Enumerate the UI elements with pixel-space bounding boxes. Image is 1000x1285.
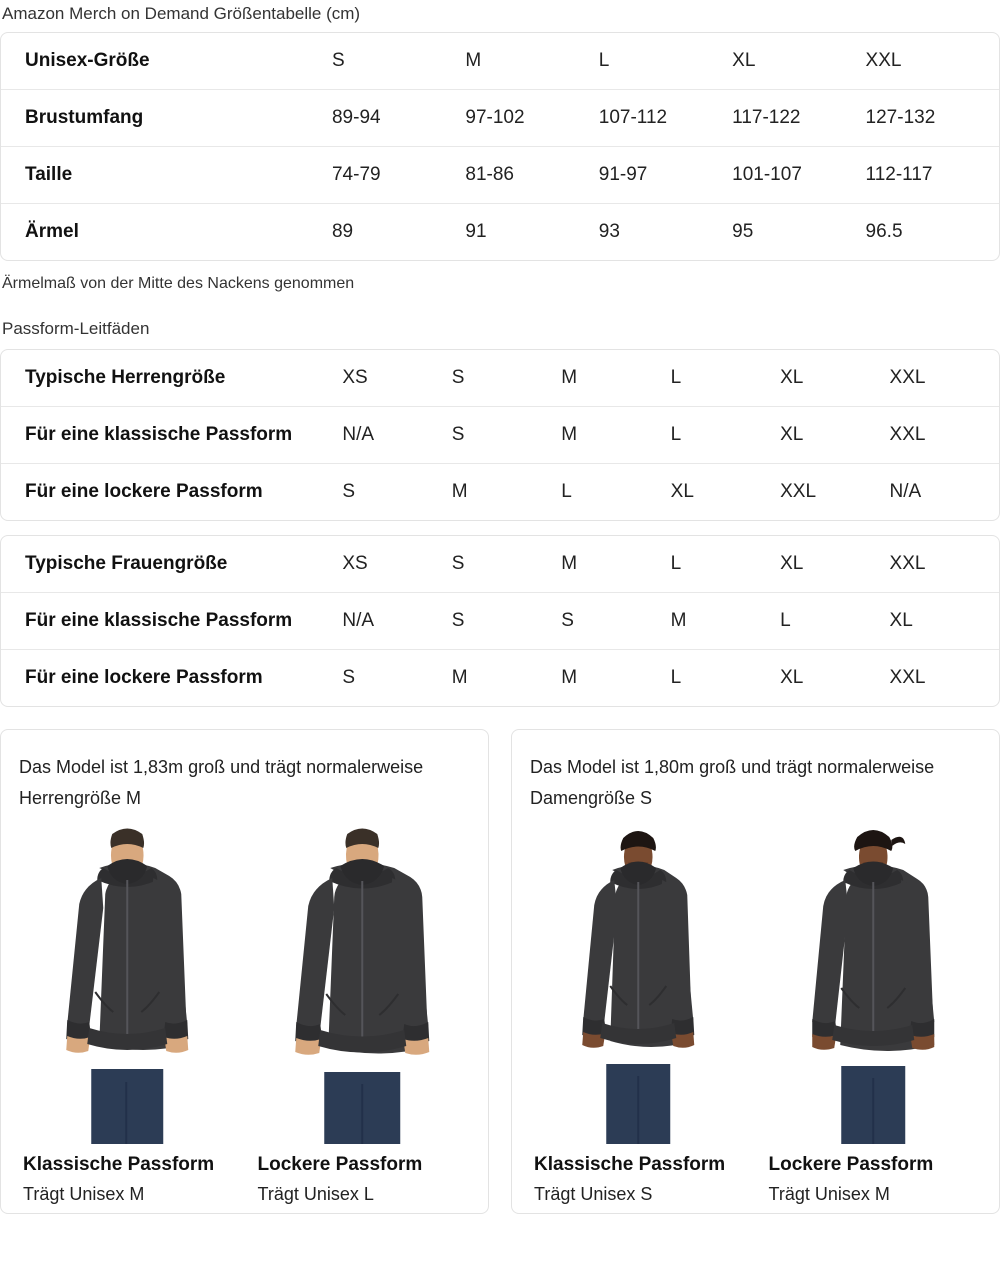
row-label-mens-typical: Typische Herrengröße <box>25 367 226 388</box>
column-header-s: S <box>331 50 345 71</box>
row-label-womens-classic: Für eine klassische Passform <box>1 593 342 650</box>
table-cell: 112-117 <box>866 147 999 204</box>
table-row <box>1 464 999 521</box>
table-cell: L <box>670 553 682 574</box>
table-cell: 89-94 <box>332 90 465 147</box>
table-cell: XS <box>342 553 368 574</box>
column-header-m: M <box>465 50 482 71</box>
column-header-l: L <box>598 50 610 71</box>
table-cell: XL <box>780 407 889 464</box>
table-cell: N/A <box>342 593 451 650</box>
model-card-female <box>511 729 1000 1214</box>
table-cell: XL <box>780 650 889 707</box>
mens-fit-guide-panel <box>0 349 1000 521</box>
figure-male-relaxed <box>254 824 471 1144</box>
table-cell: 97-102 <box>465 90 598 147</box>
table-cell: XXL <box>890 650 999 707</box>
table-cell: M <box>452 464 561 521</box>
table-cell: 91-97 <box>599 147 732 204</box>
table-cell: L <box>670 367 682 388</box>
table-row <box>1 407 999 464</box>
table-cell: L <box>671 650 780 707</box>
figure-label-female-relaxed <box>765 1144 982 1205</box>
table-cell: S <box>342 650 451 707</box>
row-label-mens-classic: Für eine klassische Passform <box>1 407 342 464</box>
table-cell: S <box>561 593 670 650</box>
table-cell: XXL <box>890 407 999 464</box>
table-cell: 81-86 <box>465 147 598 204</box>
table-cell: L <box>561 464 670 521</box>
table-cell: XL <box>780 553 804 574</box>
womens-fit-guide-panel <box>0 535 1000 707</box>
table-cell: L <box>780 593 889 650</box>
row-label-waist: Taille <box>1 147 332 204</box>
table-cell: M <box>561 650 670 707</box>
table-cell: XXL <box>780 464 889 521</box>
page-title: Amazon Merch on Demand Größentabelle (cm) <box>2 4 361 23</box>
sleeve-measurement-note: Ärmelmaß von der Mitte des Nackens genommen <box>2 275 355 292</box>
model-cards <box>0 729 1000 1214</box>
figure-row <box>19 824 470 1144</box>
table-row <box>1 593 999 650</box>
model-photo-female-relaxed <box>765 824 982 1144</box>
row-label-chest: Brustumfang <box>1 90 332 147</box>
table-row <box>1 204 999 261</box>
table-cell: M <box>561 407 670 464</box>
table-cell: XL <box>780 367 804 388</box>
table-row <box>1 33 999 90</box>
model-caption: Das Model ist 1,80m groß und trägt normalerweise Damengröße S <box>530 757 935 808</box>
table-cell: 95 <box>732 204 865 261</box>
table-cell: XS <box>342 367 368 388</box>
figure-label-male-relaxed <box>254 1144 471 1205</box>
column-header-size: Unisex-Größe <box>25 50 150 71</box>
table-cell: L <box>671 407 780 464</box>
table-cell: M <box>561 553 578 574</box>
model-photo-male-relaxed <box>254 824 471 1144</box>
figure-label-male-classic <box>19 1144 236 1205</box>
table-cell: XL <box>671 464 780 521</box>
column-header-xxl: XXL <box>865 50 902 71</box>
fit-name: Lockere Passform <box>257 1154 423 1175</box>
table-cell: 127-132 <box>866 90 999 147</box>
table-cell: XXL <box>889 367 926 388</box>
fit-wears: Trägt Unisex M <box>768 1184 890 1204</box>
table-row <box>1 650 999 707</box>
fit-name: Lockere Passform <box>768 1154 934 1175</box>
fit-wears: Trägt Unisex L <box>257 1184 374 1204</box>
column-header-xl: XL <box>732 50 756 71</box>
model-caption: Das Model ist 1,83m groß und trägt normalerweise Herrengröße M <box>19 757 424 808</box>
model-photo-female-classic <box>530 824 747 1144</box>
row-label-womens-typical: Typische Frauengröße <box>25 553 228 574</box>
figure-label-female-classic <box>530 1144 747 1205</box>
table-cell: S <box>451 367 465 388</box>
table-cell: 107-112 <box>599 90 732 147</box>
table-cell: M <box>452 650 561 707</box>
figure-row <box>530 824 981 1144</box>
table-cell: S <box>451 553 465 574</box>
size-chart-panel <box>0 32 1000 261</box>
table-cell: N/A <box>342 407 451 464</box>
table-cell: S <box>452 593 561 650</box>
table-row <box>1 90 999 147</box>
fit-name: Klassische Passform <box>534 1154 726 1175</box>
table-cell: N/A <box>890 464 999 521</box>
table-cell: 89 <box>332 204 465 261</box>
table-cell: 74-79 <box>332 147 465 204</box>
table-cell: M <box>561 367 578 388</box>
figure-labels-row <box>530 1144 981 1205</box>
table-cell: 93 <box>599 204 732 261</box>
fit-wears: Trägt Unisex S <box>534 1184 653 1204</box>
table-cell: 96.5 <box>866 204 999 261</box>
mens-fit-guide-table <box>1 350 999 520</box>
figure-female-classic <box>530 824 747 1144</box>
figure-labels-row <box>19 1144 470 1205</box>
fit-name: Klassische Passform <box>23 1154 215 1175</box>
row-label-mens-relaxed: Für eine lockere Passform <box>1 464 342 521</box>
womens-fit-guide-table <box>1 536 999 706</box>
row-label-sleeve: Ärmel <box>1 204 332 261</box>
fit-guides-label: Passform-Leitfäden <box>2 319 150 338</box>
table-row <box>1 350 999 407</box>
figure-female-relaxed <box>765 824 982 1144</box>
model-card-male <box>0 729 489 1214</box>
table-cell: 101-107 <box>732 147 865 204</box>
figure-male-classic <box>19 824 236 1144</box>
table-cell: S <box>342 464 451 521</box>
table-row <box>1 536 999 593</box>
table-cell: 91 <box>465 204 598 261</box>
table-row <box>1 147 999 204</box>
table-cell: XXL <box>889 553 926 574</box>
table-cell: M <box>671 593 780 650</box>
size-chart-table <box>1 33 999 260</box>
table-cell: S <box>452 407 561 464</box>
fit-wears: Trägt Unisex M <box>23 1184 145 1204</box>
row-label-womens-relaxed: Für eine lockere Passform <box>1 650 342 707</box>
table-cell: XL <box>890 593 999 650</box>
model-photo-male-classic <box>19 824 236 1144</box>
table-cell: 117-122 <box>732 90 865 147</box>
